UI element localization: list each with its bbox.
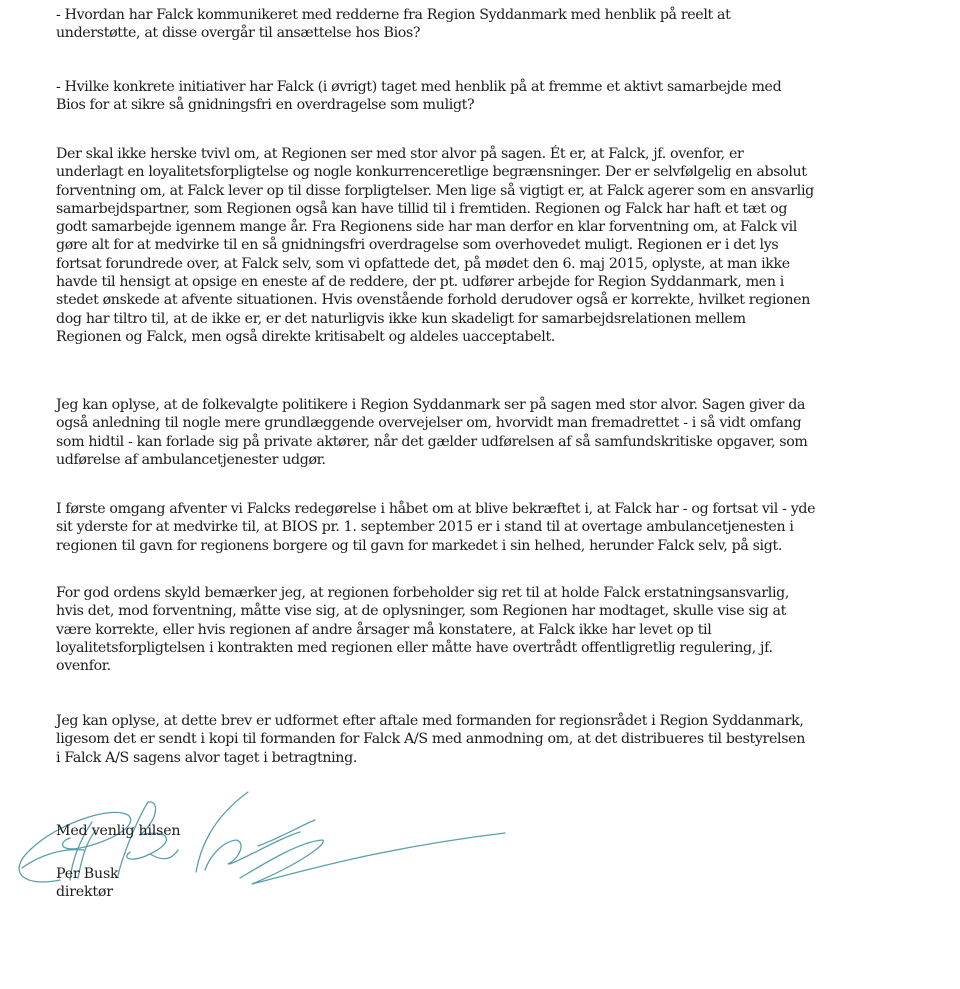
text-line: sit yderste for at medvirke til, at BIOS pr. 1. september 2015 er i stand til at overtage ambulancetjenesten i [56, 519, 794, 536]
text-line: loyalitetsforpligtelsen i kontrakten med regionen eller måtte have overtrådt offentligretlig regulering, jf. [56, 639, 773, 656]
signer-name: Per Busk [56, 866, 119, 882]
body-paragraph-politicians [56, 396, 956, 469]
text-line: forventning om, at Falck lever op til disse forpligtelser. Men lige så vigtigt er, at Falck agerer som en ansvarlig [56, 182, 814, 199]
text-line: fortsat forundrede over, at Falck selv, som vi opfattede det, på mødet den 6. maj 2015, oplyste, at man ikke [56, 255, 790, 272]
text-line: dog har tiltro til, at de ikke er, er det naturligvis ikke kun skadeligt for samarbejdsrelationen mellem [56, 310, 746, 327]
text-line: udførelse af ambulancetjenester udgør. [56, 451, 326, 468]
text-line: godt samarbejde igennem mange år. Fra Regionens side har man derfor en klar forventning om, at Falck vil [56, 219, 797, 236]
text-line: gøre alt for at medvirke til en så gnidningsfri overdragelse som overhovedet muligt. Regionen er i det lys [56, 237, 779, 254]
text-line: være korrekte, eller hvis regionen af andre årsager må konstatere, at Falck ikke har levet op til [56, 621, 712, 638]
text-line: stedet ønskede at afvente situationen. Hvis ovenstående forhold derudover også er korrekte, hvilket regionen [56, 292, 811, 309]
text-line: understøtte, at disse overgår til ansættelse hos Bios? [56, 25, 421, 42]
text-line: ligesom det er sendt i kopi til formanden for Falck A/S med anmodning om, at det distribueres til bestyrelsen [56, 731, 805, 748]
text-line: Regionen og Falck, men også direkte kritisabelt og aldeles uacceptabelt. [56, 328, 555, 345]
signer-title: direktør [56, 884, 113, 900]
text-line: Jeg kan oplyse, at de folkevalgte politikere i Region Syddanmark ser på sagen med stor alvor. Sagen giver da [56, 397, 806, 413]
text-line: Der skal ikke herske tvivl om, at Regionen ser med stor alvor på sagen. Ét er, at Falck, jf. ovenfor, er [56, 146, 744, 162]
text-line: havde til hensigt at opsige en eneste af de reddere, der pt. udfører arbejde for Region Syddanmark, men i [56, 274, 784, 291]
body-paragraph-distribution [56, 712, 956, 767]
closing-salutation: Med venlig hilsen [56, 823, 181, 839]
text-line: - Hvilke konkrete initiativer har Falck (i øvrigt) taget med henblik på at fremme et aktivt samarbejde med [56, 79, 782, 95]
text-line: I første omgang afventer vi Falcks redegørelse i håbet om at blive bekræftet i, at Falck har - og fortsat vil - yde [56, 501, 816, 517]
body-paragraph-liability [56, 584, 956, 675]
text-line: - Hvordan har Falck kommunikeret med redderne fra Region Syddanmark med henblik på reelt at [56, 7, 731, 23]
text-line: i Falck A/S sagens alvor taget i betragtning. [56, 749, 357, 766]
text-line: hvis det, mod forventning, måtte vise sig, at de oplysninger, som Regionen har modtaget, skulle vise sig at [56, 603, 786, 620]
text-line: som hidtil - kan forlade sig på private aktører, når det gælder udførelsen af så samfundskritiske opgaver, som [56, 433, 808, 450]
text-line: også anledning til nogle mere grundlæggende overvejelser om, hvorvidt man fremadrettet - i så vidt omfang [56, 415, 802, 432]
body-paragraph-awaiting [56, 500, 956, 555]
body-paragraph-expectations [56, 145, 956, 346]
text-line: ovenfor. [56, 658, 111, 675]
question-paragraph-1 [56, 6, 956, 43]
text-line: For god ordens skyld bemærker jeg, at regionen forbeholder sig ret til at holde Falck erstatningsansvarlig, [56, 585, 790, 601]
text-line: samarbejdspartner, som Regionen også kan have tillid til i fremtiden. Regionen og Falck har haft et tæt og [56, 200, 788, 217]
text-line: Bios for at sikre så gnidningsfri en overdragelse som muligt? [56, 97, 475, 114]
text-line: Jeg kan oplyse, at dette brev er udformet efter aftale med formanden for regionsrådet i Region Syddanmark, [56, 713, 804, 729]
text-line: underlagt en loyalitetsforpligtelse og nogle konkurrenceretlige begrænsninger. Der er selvfølgelig en absolut [56, 164, 807, 181]
question-paragraph-2 [56, 78, 956, 115]
text-line: regionen til gavn for regionens borgere og til gavn for markedet i sin helhed, herunder Falck selv, på sigt. [56, 537, 782, 554]
